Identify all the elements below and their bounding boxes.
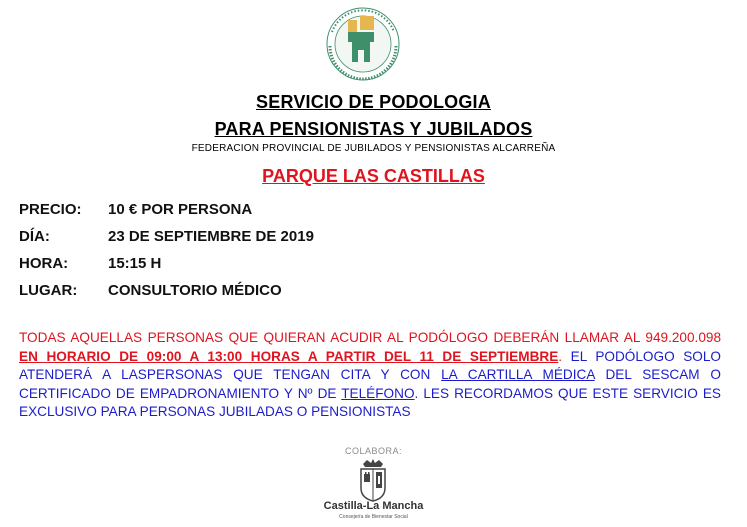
brand-name: Castilla-La Mancha xyxy=(323,500,424,512)
detail-label: HORA: xyxy=(19,255,69,272)
federation-name: FEDERACION PROVINCIAL DE JUBILADOS Y PENSIONISTAS ALCARREÑA xyxy=(191,143,556,154)
notice-certificate: DEL SESCAM O CERTIFICADO DE EMPADRONAMIENTO Y Nº DE xyxy=(19,367,721,401)
notice-medical-card: LA CARTILLA MÉDICA xyxy=(441,367,595,382)
service-subtitle: PARA PENSIONISTAS Y JUBILADOS xyxy=(214,119,533,139)
collaborator-label: COLABORA: xyxy=(344,446,402,456)
notice-call-text: TODAS AQUELLAS PERSONAS QUE QUIERAN ACUDIR AL PODÓLOGO DEBERÁN LLAMAR AL 949.200.098 xyxy=(19,330,721,345)
detail-value: CONSULTORIO MÉDICO xyxy=(108,282,282,299)
detail-value: 23 DE SEPTIEMBRE DE 2019 xyxy=(108,228,314,245)
notice-requirements: EL PODÓLOGO SOLO ATENDERÁ A LASPERSONAS QUE TENGAN CITA Y CON xyxy=(19,348,721,382)
notice-schedule: EN HORARIO DE 09:00 A 13:00 HORAS A PARTIR DEL 11 DE SEPTIEMBRE xyxy=(19,348,559,364)
detail-value: 15:15 H xyxy=(108,255,162,272)
location-title: PARQUE LAS CASTILLAS xyxy=(262,166,485,186)
notice-paragraph xyxy=(19,329,721,422)
service-title: SERVICIO DE PODOLOGIA xyxy=(256,92,491,112)
detail-label: LUGAR: xyxy=(19,282,78,299)
detail-label: DÍA: xyxy=(19,228,50,245)
detail-value: 10 € POR PERSONA xyxy=(108,201,253,218)
notice-phone: TELÉFONO xyxy=(341,385,415,401)
federation-seal-logo xyxy=(318,6,408,86)
notice-exclusive: . LES RECORDAMOS QUE ESTE SERVICIO ES EXCLUSIVO PARA PERSONAS JUBILADAS O PENSIONISTAS xyxy=(19,385,721,419)
detail-label: PRECIO: xyxy=(19,201,82,218)
notice-period: . xyxy=(558,348,563,364)
castilla-la-mancha-crest-icon xyxy=(345,458,401,502)
brand-department: Consejería de Bienestar Social xyxy=(339,514,408,520)
